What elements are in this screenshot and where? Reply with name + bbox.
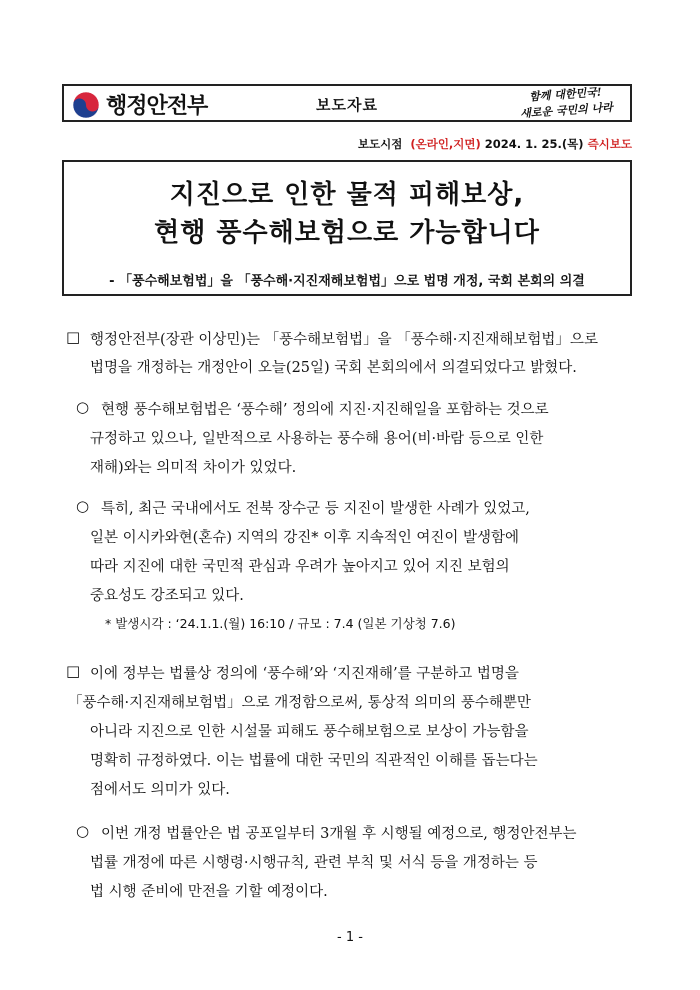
release-info — [358, 136, 632, 152]
paragraph-line: 따라 지진에 대한 국민적 관심과 우려가 높아지고 있어 지진 보험의 — [90, 559, 510, 575]
paragraph-line: 이번 개정 법률안은 법 공포일부터 3개월 후 시행될 예정으로, 행정안전부는 — [101, 826, 577, 842]
paragraph-line: 법률 개정에 따른 시행령·시행규칙, 관련 부칙 및 서식 등을 개정하는 등 — [90, 855, 538, 871]
paragraph-line: 점에서도 의미가 있다. — [90, 782, 230, 798]
paragraph-line: 명확히 규정하였다. 이는 법률에 대한 국민의 직관적인 이해를 돕는다는 — [90, 753, 538, 769]
paragraph-line: 재해)와는 의미적 차이가 있었다. — [90, 460, 297, 476]
page-number: - 1 - — [337, 930, 363, 945]
square-bullet: □ — [66, 328, 81, 346]
title-line-1: 지진으로 인한 물적 피해보상, — [169, 180, 525, 210]
paragraph-line: 법명을 개정하는 개정안이 오늘(25일) 국회 본회의에서 의결되었다고 밝혔다. — [90, 360, 577, 376]
government-slogan — [511, 83, 621, 122]
release-date: 2024. 1. 25.(목) — [484, 137, 584, 151]
paragraph-line: 아니라 지진으로 인한 시설물 피해도 풍수해보험으로 보상이 가능함을 — [90, 724, 529, 740]
document-type: 보도자료 — [316, 96, 378, 114]
footnote: * 발생시각 : ‘24.1.1.(월) 16:10 / 규모 : 7.4 (일본 기상청 7.6) — [105, 616, 456, 631]
paragraph-line: 특히, 최근 국내에서도 전북 장수군 등 지진이 발생한 사례가 있었고, — [101, 501, 530, 517]
paragraph-line: 이에 정부는 법률상 정의에 ‘풍수해’와 ‘지진재해’를 구분하고 법명을 — [90, 666, 519, 682]
paragraph-line: 「풍수해·지진재해보험법」으로 개정함으로써, 통상적 의미의 풍수해뿐만 — [68, 695, 531, 711]
paragraph-line: 일본 이시카와현(혼슈) 지역의 강진* 이후 지속적인 여진이 발생함에 — [90, 530, 520, 546]
release-label: 보도시점 — [357, 137, 403, 151]
paragraph-line: 현행 풍수해보험법은 ‘풍수해’ 정의에 지진·지진해일을 포함하는 것으로 — [101, 402, 549, 418]
release-type: 즉시보도 — [587, 137, 632, 151]
paragraph-line: 행정안전부(장관 이상민)는 「풍수해보험법」을 「풍수해·지진재해보험법」으로 — [90, 332, 598, 348]
release-channel: (온라인,지면) — [410, 137, 481, 151]
square-bullet: □ — [66, 662, 81, 680]
circle-bullet: ○ — [76, 398, 90, 416]
paragraph-line: 규정하고 있으나, 일반적으로 사용하는 풍수해 용어(비·바람 등으로 인한 — [90, 431, 544, 447]
paragraph-line: 중요성도 강조되고 있다. — [90, 588, 244, 604]
paragraph-line: 법 시행 준비에 만전을 기할 예정이다. — [90, 884, 328, 900]
slogan-line-2: 새로운 국민의 나라 — [519, 100, 614, 121]
title-box — [62, 160, 632, 296]
subtitle: - 「풍수해보험법」을 「풍수해·지진재해보험법」으로 법명 개정, 국회 본회의 의결 — [109, 274, 585, 289]
circle-bullet: ○ — [76, 822, 90, 840]
press-header — [62, 84, 632, 122]
ministry-name: 행정안전부 — [106, 94, 208, 119]
title-line-2: 현행 풍수해보험으로 가능합니다 — [154, 218, 540, 248]
circle-bullet: ○ — [76, 497, 90, 515]
slogan-line-1: 함께 대한민국! — [528, 85, 602, 104]
